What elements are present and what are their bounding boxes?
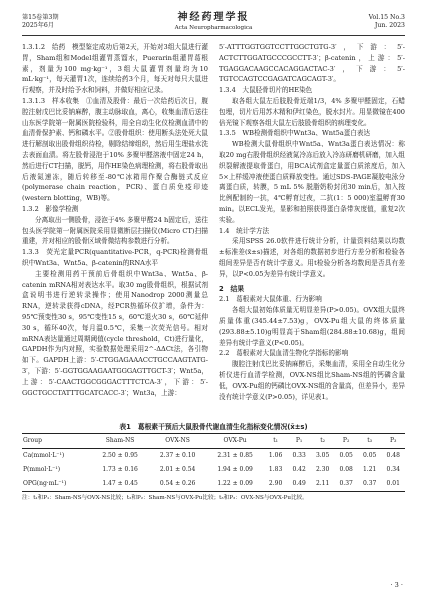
paragraph: 2 结果: [219, 284, 245, 293]
table-title: 表1 葛根素干预后大鼠股骨代谢血清生化指标变化情况(x̄±s): [119, 423, 308, 431]
paragraph: 腹腔注射戊巴比妥钠麻醉后，采集血清，采用全自动生化分析仪进行血清学检测，OVX-NS组比Sham-NS组的钙磷含量低，OVX-Pu组的钙磷比OVX-NS组的含量高，但差异小，差异没有统计学意义(P>0.05)，详见表1。: [219, 360, 405, 401]
paragraph: 1.4 统计学方法: [219, 226, 270, 235]
table-cell: 1.94 ± 0.09: [217, 466, 253, 473]
running-header: [22, 12, 405, 40]
page-number: · 3 ·: [390, 581, 403, 589]
journal-title: [22, 12, 405, 32]
serum-table: [22, 433, 405, 492]
paragraph: 主要检测用药干预前后骨组织中Wnt3a、Wnt5a、β-catenin mRNA相对表达水平。取30 mg股骨组织，根据试剂盒说明书进行逆转录操作；使用Nanodrop 2000测量总RNA，逆转录获得cDNA，经PCR热循环仪扩增，条件为：95℃预变性30 s，95℃变性15 s，60℃退火30 s，60℃延伸30 s，循环40次，每月温0.5℃，采集一次荧光信号。相对mRNA表达量通过周期阈值(cycle threshold，Ct)进行量化，GAPDH作为内对照，实验数据处理采用2^-ΔΔCt法，各引物如下。GAPDH上游：5′-CTGGAGAAACCTGCCAAGTATG-3′，下游：5′-GGTGGAAGAATGGGAGTTGCT-3′；Wnt5a，上游：5′-CAACTGGCGGGACTTTCTCA-3′，下游：5′-GGCTGCCTATTTGCATCACC-3′；Wnt3a，上游：: [22, 269, 208, 397]
paragraph: 取各组大鼠左后肢股骨近端1/3，4% 多聚甲醛固定，石蜡包埋，切片后用苏木精和伊红染色，脱水封片。用显微镜在400倍光镜下观察各组大鼠左后肢股骨组织的病理变化。: [219, 96, 405, 127]
paragraph: 1.3.4 大鼠胫骨切片的HE染色: [219, 86, 313, 95]
table-cell: 3.05: [315, 452, 330, 459]
paragraph: 1.3.1.2 给药 模型鉴定成功后第2天，开始对3组大鼠进行灌胃，Sham组和Model组灌胃蒸馏水，Puerarin组灌胃葛根素，剂量为100 mg·kg⁻¹，3组大鼠灌胃剂量均为10 mL·kg⁻¹，每天灌胃1次，连续给药3个月，每天对每只大鼠进行观察，并及时给予水和饲料，并做好相应记录。: [22, 43, 208, 95]
table-cell: 0.05: [362, 452, 377, 459]
table-cell: 1.21: [362, 466, 377, 473]
table-cell: 0.34: [386, 466, 400, 473]
table-cell: 0.49: [292, 480, 306, 487]
table-cell: 1.22 ± 0.09: [217, 480, 253, 487]
paragraph: 1.3.5 WB检测骨组织中Wnt3a、Wnt5a蛋白表达: [219, 129, 371, 138]
table-header-cell: P₁: [295, 437, 303, 444]
table-cell: 1.47 ± 0.45: [102, 480, 138, 487]
table-cell: 0.01: [386, 480, 400, 487]
paragraph: 1.3.2 影像学检测: [22, 204, 79, 213]
paragraph: 1.3.1.3 样本收集 ①血清及股骨：最后一次给药后次日，腹腔注射戊巴比妥钠麻醉，腹主动脉取血，离心，收集血清后送往山东医学院第一附属医院检验科，用全自动生化仪检测血清中的血清骨保护素、钙和磷水平。②股骨组织：使用断头法处死大鼠进行解剖取出股骨组织待检，剔除结缔组织，然后用生理盐水洗去表面血渍。将左股骨浸泡于10% 多聚甲醛溶液中固定24 h，然后进行CT扫描，脱钙，用作HE染色病理检测，将右股骨取出后液氮速冻，随后转移至-80℃冰箱用作聚合酶链式反应(polymerase chain reaction，PCR)、蛋白质免疫印迹(western blotting，WB)等。: [22, 96, 208, 203]
left-column: [22, 42, 208, 416]
table-cell: 2.90: [268, 480, 283, 487]
table-header-cell: Group: [23, 437, 42, 444]
table-cell: 0.37: [362, 480, 377, 487]
table-cell: 1.06: [268, 452, 283, 459]
table-cell: 1.73 ± 0.16: [102, 466, 138, 473]
table-header-cell: OVX-Pu: [223, 437, 247, 444]
table-cell: 2.11: [315, 480, 330, 487]
table-header-cell: t₁: [273, 437, 279, 444]
journal-title-en: Acta Neuropharmacologica: [174, 25, 253, 31]
table-body: [22, 449, 405, 492]
table-cell: 2.31 ± 0.85: [217, 452, 253, 459]
table-row: [22, 477, 405, 492]
table-1: [22, 422, 405, 503]
right-column: [219, 42, 405, 416]
table-cell: 0.42: [292, 466, 306, 473]
paragraph: 采用SPSS 26.0软件进行统计分析，计量资料结果以均数±标准差(x̄±s)描述，对各组的数据初步进行方差分析和检验各组间差异是否有统计学意义。用t检验分析各均数间是否具有差异，以P<0.05为差异有统计学意义。: [219, 237, 405, 278]
table-cell: 1.83: [268, 466, 283, 473]
table-cell: 0.37: [339, 480, 353, 487]
table-cell: OPG(ng·mL⁻¹): [23, 480, 67, 487]
issue-info-en: [369, 14, 405, 30]
table-cell: 0.48: [386, 452, 400, 459]
table-cell: 2.50 ± 0.95: [102, 452, 138, 459]
table-header-cell: t₂: [320, 437, 326, 444]
date-label: 2025年6月: [22, 22, 55, 29]
paragraph: 2.2 葛根素对大鼠血清生物化学指标的影响: [219, 349, 349, 358]
table-cell: 2.37 ± 0.10: [159, 452, 196, 459]
paragraph: 2.1 葛根素对大鼠体重、行为影响: [219, 295, 322, 304]
date-label-en: Jun. 2023: [374, 22, 405, 29]
paragraph: 各组大鼠初始体质量无明显差异(P>0.05)。OVX组大鼠终质量体重(345.44±7.53)g，OVX-Pu组大鼠的终体质量(293.88±5.10)g明显高于Sham组(284.88±10.68)g，组间差异有统计学意义(P<0.05)。: [219, 306, 405, 347]
table-header-cell: Sham-NS: [105, 437, 135, 444]
header-rule: [22, 35, 405, 36]
table-cell: 0.08: [339, 466, 353, 473]
table-header-cell: OVX-NS: [165, 437, 190, 444]
table-cell: 2.30: [315, 466, 330, 473]
paragraph: WB检测大鼠骨组织中Wnt5a、Wnt3a蛋白表达情况：称取20 mg右股骨组织经液氮冷冻后放入冷冻研磨机研磨，加入组织裂解液提取骨蛋白，用BCA试剂盒定量蛋白质浓度后，加入5×上样缓冲液使蛋白质释放变性。通过SDS-PAGE凝胶电泳分离蛋白质，转膜，5 mL 5% 脱脂奶粉封闭30 min后，加入按比例配制的一抗，4℃孵育过夜，二抗(1：5 000)室温孵育30 min。以ECL发光，显影和拍照获得蛋白条带灰度值，重复2次实验。: [219, 140, 405, 224]
journal-title-cn: 神经药理学报: [177, 12, 250, 23]
table-cell: Ca(mmol·L⁻¹): [23, 452, 65, 459]
table-header-cell: P₂: [342, 437, 350, 444]
table-cell: 0.54 ± 0.26: [159, 480, 196, 487]
table-row: [22, 463, 405, 477]
paragraph: 1.3.3 荧光定量PCR(quantitative-PCR，q-PCR)检测骨组织中Wnt3a、Wnt5a、β-catenin的RNA水平: [22, 248, 208, 267]
table-cell: 0.05: [339, 452, 353, 459]
table-cell: 2.01 ± 0.54: [159, 466, 196, 473]
body-columns: [22, 42, 405, 416]
table-row: [22, 449, 405, 464]
paragraph: 5′-ATTTGGTGGTCCTTGGCTGTG-3′，下游：5′-ACTCTTGGATGCCCGCCTT-3′；β-catenin，上游：5′-TGAGGACAAGCCACAGGACTAC-3′，下游：5′-TGTCCAGTCCGAGATCAGCAGT-3′。: [219, 43, 405, 84]
table-header-cell: P₃: [389, 437, 397, 444]
table-cell: 0.33: [292, 452, 306, 459]
table-header-cell: t₃: [367, 437, 373, 444]
volume-label-en: Vol.15 No.3: [368, 14, 405, 21]
table-cell: P(mmol·L⁻¹): [23, 466, 61, 473]
volume-label: 第15卷第3期: [22, 14, 59, 21]
table-header-row: [22, 434, 405, 449]
paragraph: 分离取出一侧股骨，浸泡于4% 多聚甲醛24 h固定后，送往包头医学院第一附属医院采用显微断层扫描仪(Micro CT)扫描重建，并对相应的股骨区域骨微结构参数进行分析。: [22, 215, 208, 246]
table-note: 注：t₁和P₁：Sham-NS与OVX-NS比较；t₂和P₂：Sham-NS与OVX-Pu比较；t₃和P₃：OVX-NS与OVX-Pu比较。: [22, 495, 308, 501]
